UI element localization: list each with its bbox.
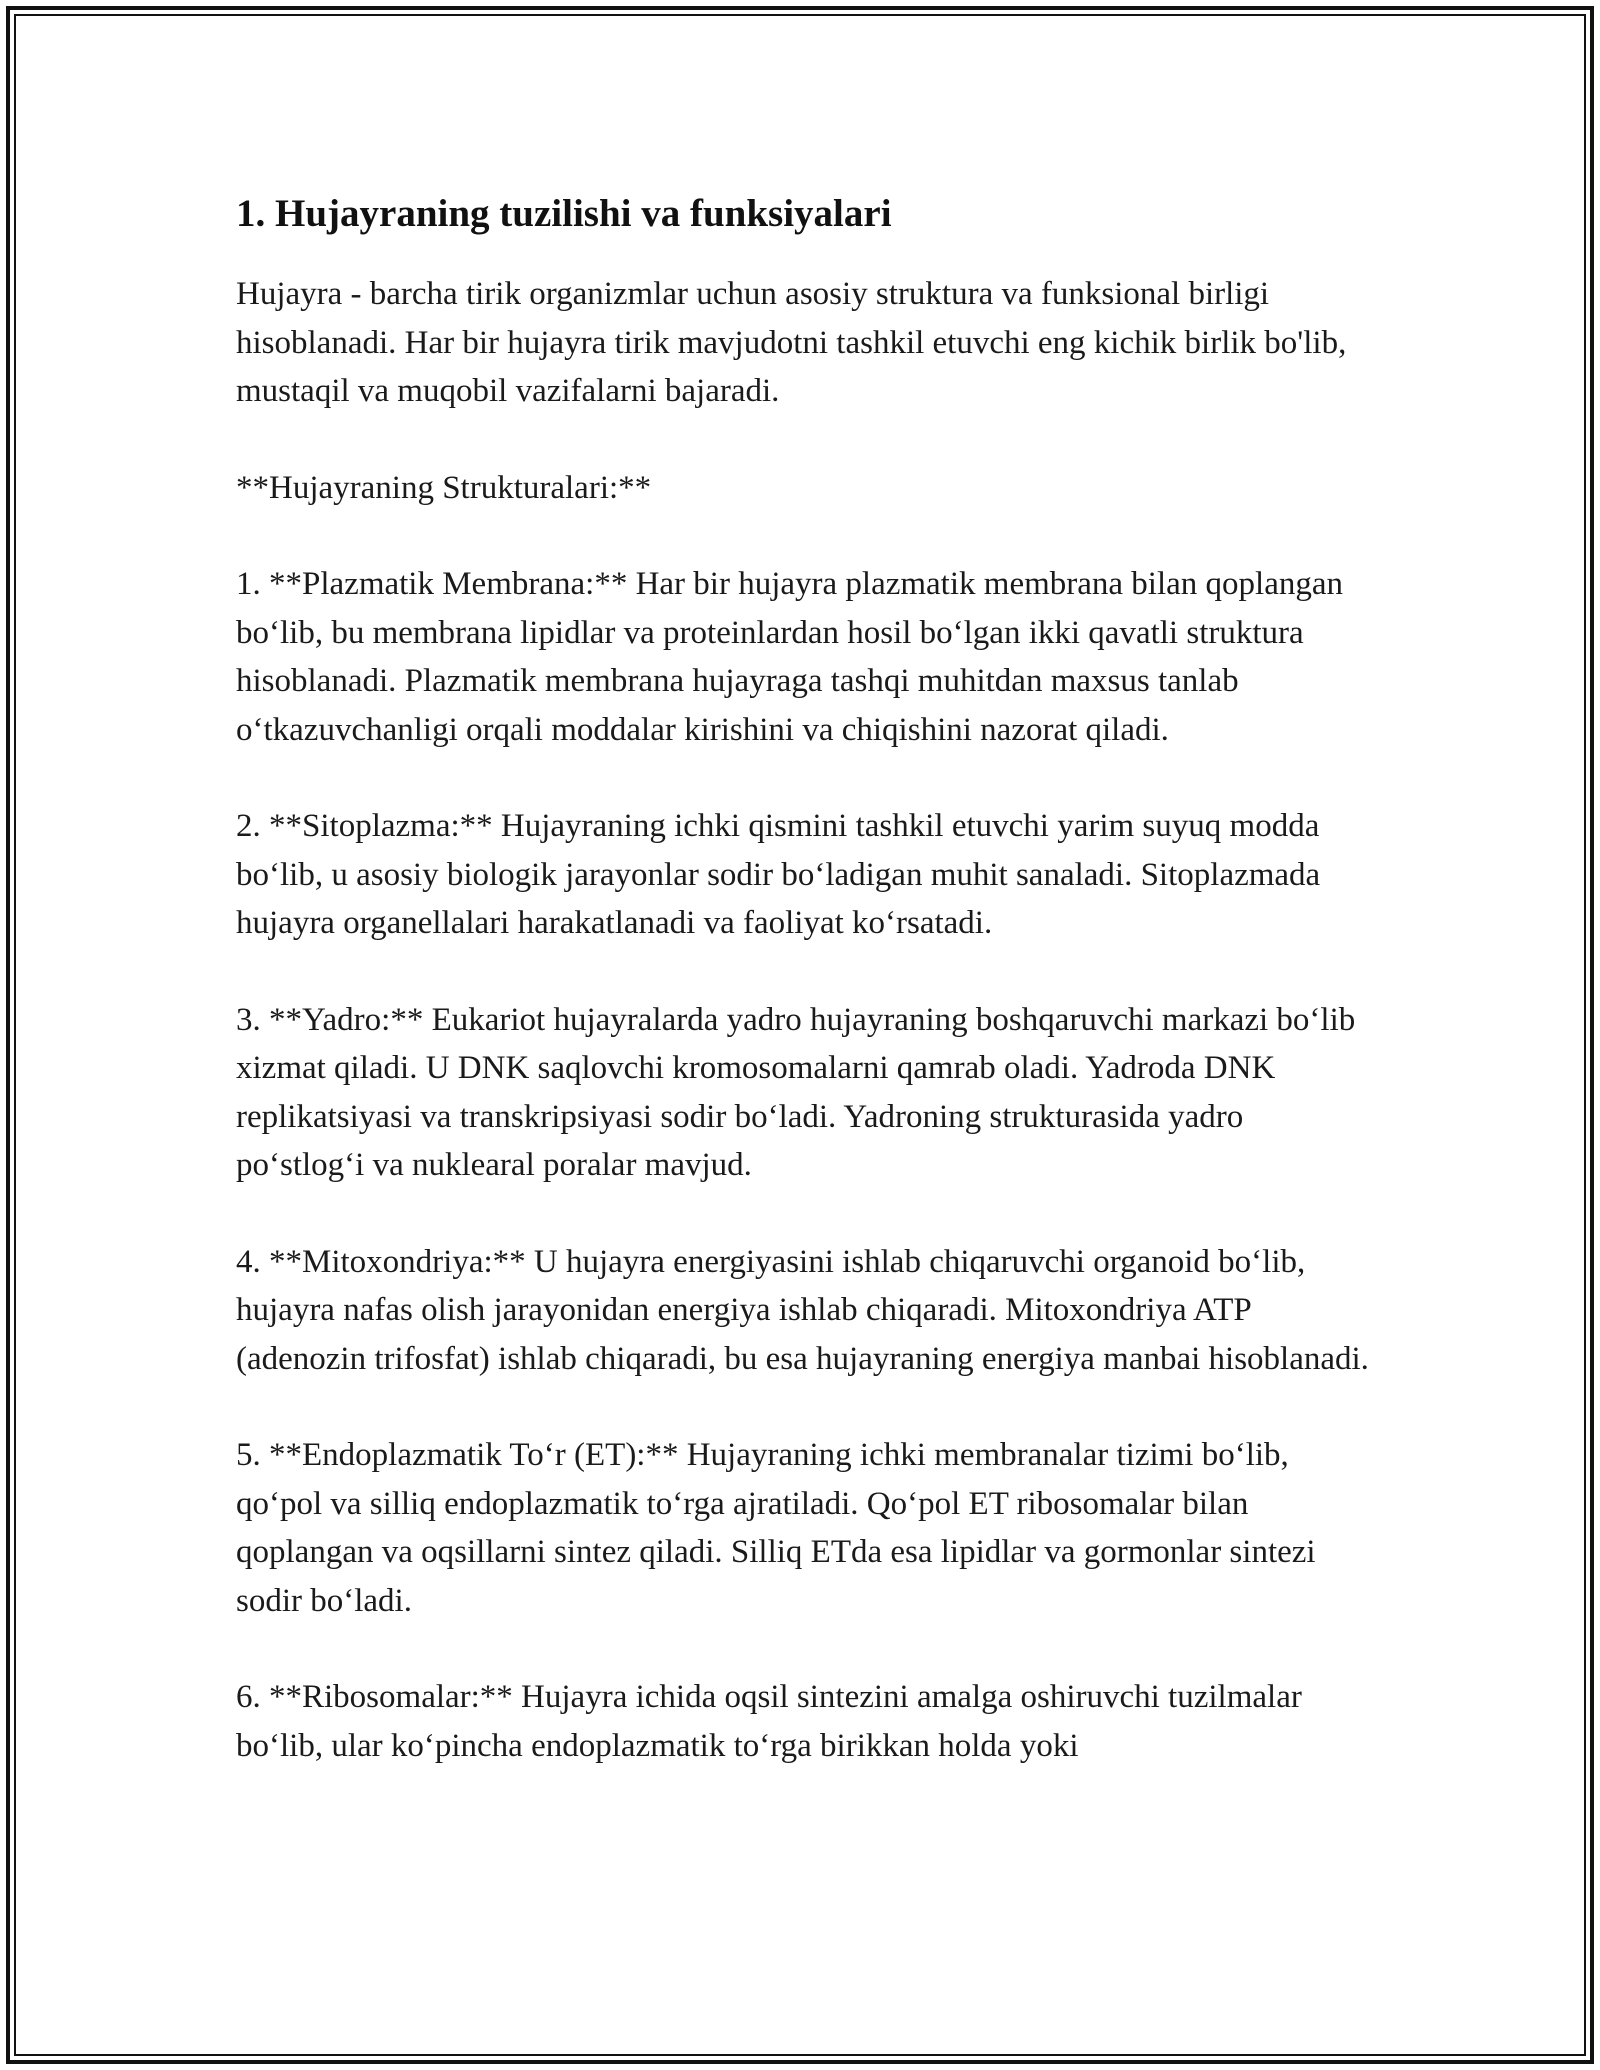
paragraph-mitochondria: 4. **Mitoxondriya:** U hujayra energiyasini ishlab chiqaruvchi organoid bo‘lib, hujayra nafas olish jarayonidan energiya ishlab chiqaradi. Mitoxondriya ATP (adenozin trifosfat) ishlab chiqaradi, bu esa hujayraning energiya manbai hisoblanadi.: [236, 1243, 1369, 1377]
paragraph-structures-heading: **Hujayraning Strukturalari:**: [236, 469, 652, 506]
paragraph-endoplasmic-reticulum: 5. **Endoplazmatik To‘r (ET):** Hujayraning ichki membranalar tizimi bo‘lib, qo‘pol va silliq endoplazmatik to‘rga ajratiladi. Qo‘pol ET ribosomalar bilan qoplangan va oqsillarni sintez qiladi. Silliq ETda esa lipidlar va gormonlar sintezi sodir bo‘ladi.: [236, 1437, 1316, 1619]
document-body: [236, 188, 1376, 1818]
document-title: 1. Hujayraning tuzilishi va funksiyalari: [236, 192, 892, 235]
paragraph-intro: Hujayra - barcha tirik organizmlar uchun asosiy struktura va funksional birligi hisoblanadi. Har bir hujayra tirik mavjudotni tashkil etuvchi eng kichik birlik bo'lib, mustaqil va muqobil vazifalarni bajaradi.: [236, 276, 1347, 409]
paragraph-ribosomes: 6. **Ribosomalar:** Hujayra ichida oqsil sintezini amalga oshiruvchi tuzilmalar bo‘lib, ular ko‘pincha endoplazmatik to‘rga birikkan holda yoki: [236, 1679, 1302, 1764]
paragraph-nucleus: 3. **Yadro:** Eukariot hujayralarda yadro hujayraning boshqaruvchi markazi bo‘lib xizmat qiladi. U DNK saqlovchi kromosomalarni qamrab oladi. Yadroda DNK replikatsiyasi va transkripsiyasi sodir bo‘ladi. Yadroning strukturasida yadro po‘stlog‘i va nuklearal poralar mavjud.: [236, 1001, 1356, 1183]
paragraph-cytoplasm: 2. **Sitoplazma:** Hujayraning ichki qismini tashkil etuvchi yarim suyuq modda bo‘lib, u asosiy biologik jarayonlar sodir bo‘ladigan muhit sanaladi. Sitoplazmada hujayra organellalari harakatlanadi va faoliyat ko‘rsatadi.: [236, 808, 1321, 941]
paragraph-plasma-membrane: 1. **Plazmatik Membrana:** Har bir hujayra plazmatik membrana bilan qoplangan bo‘lib, bu membrana lipidlar va proteinlardan hosil bo‘lgan ikki qavatli struktura hisoblanadi. Plazmatik membrana hujayraga tashqi muhitdan maxsus tanlab o‘tkazuvchanligi orqali moddalar kirishini va chiqishini nazorat qiladi.: [236, 566, 1343, 748]
